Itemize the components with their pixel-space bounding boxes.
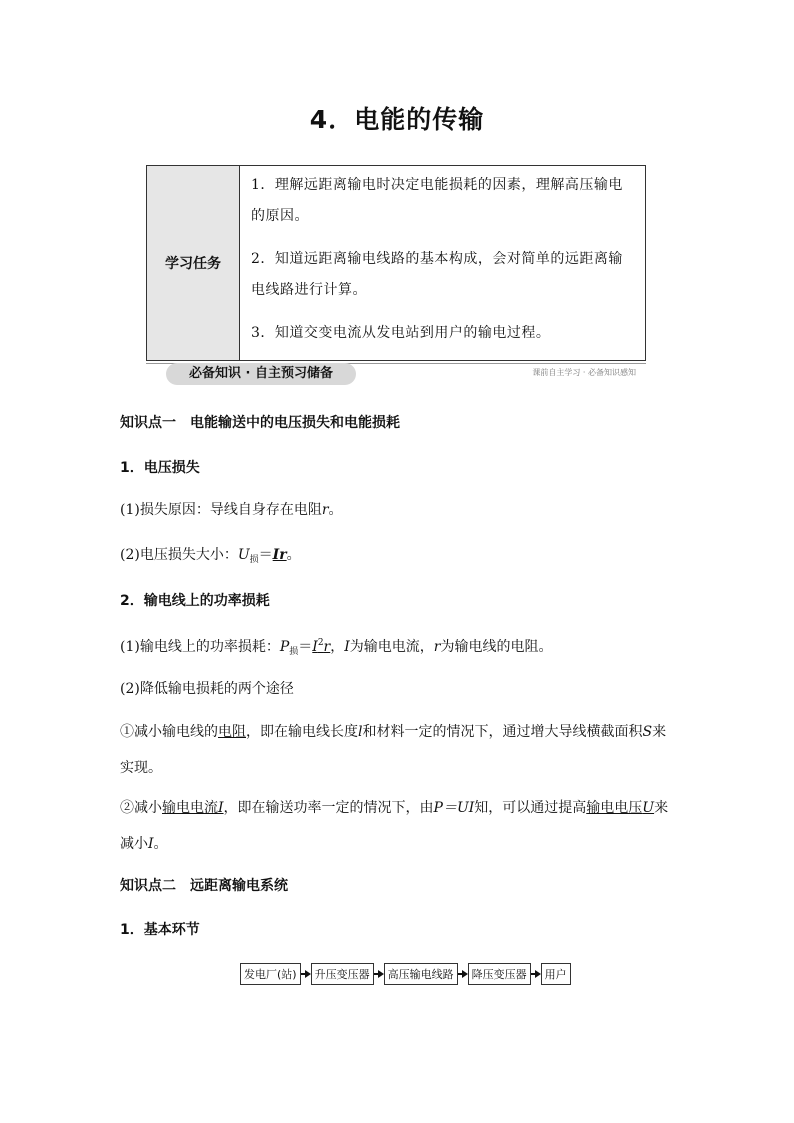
- paragraph-way-2: [120, 790, 680, 862]
- section-banner: 必备知识 · 自主预习储备: [166, 363, 356, 385]
- text: 知，可以通过提高: [474, 800, 587, 816]
- text: ，即在输电线长度: [246, 724, 358, 740]
- text: 为输电电流，: [349, 639, 434, 655]
- section-heading-1: 知识点一 电能输送中的电压损失和电能损耗: [120, 415, 400, 431]
- var-U: U: [237, 547, 250, 563]
- text: 来实现。: [120, 724, 667, 776]
- formula-Ir: Ir: [272, 547, 287, 563]
- arrow-right-icon: [301, 969, 311, 979]
- var-r: r: [433, 639, 441, 655]
- text: ①减小输电线的: [120, 724, 218, 740]
- arrow-right-icon: [374, 969, 384, 979]
- formula: P＝UI: [433, 800, 475, 816]
- paragraph-power-loss: [120, 625, 680, 670]
- text: ，: [330, 639, 345, 655]
- subscript: 损: [289, 647, 299, 657]
- paragraph-two-ways: (2)降低输电损耗的两个途径: [120, 681, 294, 697]
- banner-caption: 课前自主学习 · 必备知识感知: [532, 368, 636, 377]
- equals: ＝: [298, 639, 313, 655]
- text: (1)输电线上的功率损耗：: [120, 639, 280, 655]
- task-list: [251, 170, 636, 361]
- text: 来减小: [120, 800, 669, 852]
- paragraph-loss-cause: [120, 492, 680, 528]
- flow-step-step-up-transformer: 升压变压器: [311, 963, 374, 985]
- transmission-flow-diagram: [240, 963, 571, 985]
- subheading-basic-links: 1．基本环节: [120, 922, 200, 938]
- flow-step-user: 用户: [541, 963, 571, 985]
- subscript: 损: [249, 555, 259, 565]
- subheading-voltage-loss: 1．电压损失: [120, 460, 200, 476]
- var-r: r: [321, 502, 329, 518]
- var-r: r: [323, 639, 331, 655]
- text: 为输电线的电阻。: [440, 639, 553, 655]
- underlined-term: 输电电流: [162, 800, 218, 816]
- var-I: I: [148, 836, 154, 852]
- paragraph-way-1: [120, 714, 680, 786]
- subheading-power-loss: 2．输电线上的功率损耗: [120, 593, 270, 609]
- flow-step-hv-line: 高压输电线路: [384, 963, 458, 985]
- text: (2)电压损失大小：: [120, 547, 238, 563]
- task-item-1: 1．理解远距离输电时决定电能损耗的因素，理解高压输电的原因。: [251, 177, 623, 224]
- section-heading-2: 知识点二 远距离输电系统: [120, 878, 288, 894]
- arrow-right-icon: [531, 969, 541, 979]
- var-I: I: [344, 639, 350, 655]
- var-S: S: [642, 724, 653, 740]
- text: 。: [286, 547, 301, 563]
- text: ②减小: [120, 800, 162, 816]
- var-l: l: [358, 724, 363, 740]
- paragraph-loss-size: [120, 537, 680, 578]
- underlined-term: 电阻: [218, 724, 246, 740]
- text: (1)损失原因：导线自身存在电阻: [120, 502, 322, 518]
- text: 。: [153, 836, 168, 852]
- superscript: 2: [317, 638, 324, 648]
- page-title: 4．电能的传输: [309, 105, 485, 134]
- var-U: U: [642, 800, 655, 816]
- var-I: I: [312, 639, 318, 655]
- var-P: P: [279, 639, 290, 655]
- flow-step-step-down-transformer: 降压变压器: [468, 963, 531, 985]
- var-I: I: [218, 800, 224, 816]
- learning-task-table: [146, 165, 646, 361]
- arrow-right-icon: [458, 969, 468, 979]
- task-item-3: 3．知道交变电流从发电站到用户的输电过程。: [251, 325, 551, 341]
- text: 和材料一定的情况下，通过增大导线横截面积: [362, 724, 643, 740]
- text: ，即在输送功率一定的情况下，由: [223, 800, 434, 816]
- text: 。: [328, 502, 343, 518]
- task-item-2: 2．知道远距离输电线路的基本构成，会对简单的远距离输电线路进行计算。: [251, 251, 623, 298]
- underlined-term: 输电电压: [586, 800, 643, 816]
- task-label: 学习任务: [147, 166, 240, 360]
- flow-step-power-plant: 发电厂(站): [240, 963, 301, 985]
- equals: ＝: [258, 547, 273, 563]
